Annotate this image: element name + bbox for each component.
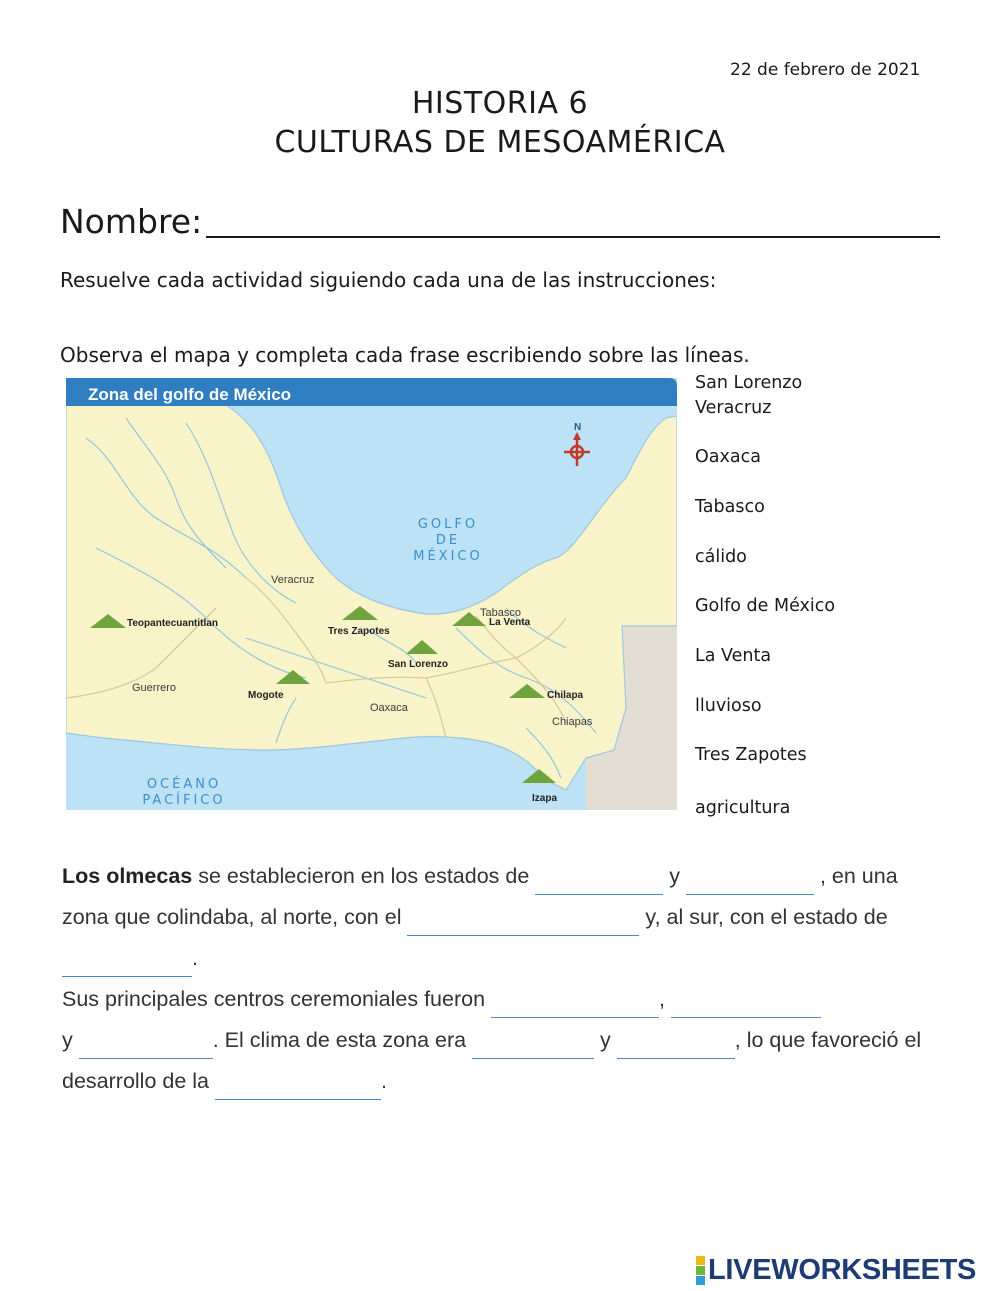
sentence-text: . xyxy=(380,1069,387,1093)
sentence-text: y xyxy=(663,864,686,888)
blank-south-state[interactable] xyxy=(62,954,192,977)
sentence-text: se establecieron en los estados de xyxy=(192,864,536,888)
site-label-tres-zapotes: Tres Zapotes xyxy=(328,626,390,637)
state-label-oaxaca: Oaxaca xyxy=(370,702,408,714)
word-bank-item[interactable]: Oaxaca xyxy=(695,447,761,467)
site-label-san-lorenzo: San Lorenzo xyxy=(388,659,449,670)
gulf-label-line3: MÉXICO xyxy=(413,549,483,564)
page-title: HISTORIA 6 xyxy=(411,86,589,121)
word-bank-item[interactable]: Golfo de México xyxy=(695,596,836,616)
state-label-chiapas: Chiapas xyxy=(552,716,593,728)
map-instructions: Observa el mapa y completa cada frase escribiendo sobre las líneas. xyxy=(60,343,750,367)
page-subtitle: CULTURAS DE MESOAMÉRICA xyxy=(274,125,726,160)
logo-text: LIVEWORKSHEETS xyxy=(708,1253,977,1286)
state-label-veracruz: Veracruz xyxy=(271,574,315,586)
date: 22 de febrero de 2021 xyxy=(730,60,921,80)
word-bank-item[interactable]: San Lorenzo xyxy=(695,373,803,393)
fill-in-paragraph xyxy=(62,856,942,1102)
site-label-chilapa: Chilapa xyxy=(547,690,584,701)
state-label-guerrero: Guerrero xyxy=(132,682,177,694)
site-label-mogote: Mogote xyxy=(248,690,284,701)
blank-center-1[interactable] xyxy=(491,995,659,1018)
general-instructions: Resuelve cada actividad siguiendo cada una de las instrucciones: xyxy=(60,268,717,292)
word-bank-item[interactable]: Tres Zapotes xyxy=(695,745,807,765)
word-bank-item[interactable]: La Venta xyxy=(695,646,772,666)
sentence-text: . El clima de esta zona era xyxy=(212,1028,473,1052)
sentence-text: , en una zona que colindaba, al norte, con el xyxy=(62,864,898,929)
sentence-text: y xyxy=(62,1028,79,1052)
state-label-tabasco: Tabasco xyxy=(480,607,521,619)
blank-center-2[interactable] xyxy=(671,995,821,1018)
sentence-text: , xyxy=(659,987,671,1011)
sentence-text: y xyxy=(594,1028,617,1052)
sentence-text: Sus principales centros ceremoniales fueron xyxy=(62,987,492,1011)
site-label-teopantecuantitlan: Teopantecuantitlan xyxy=(127,618,218,629)
blank-state-2[interactable] xyxy=(686,872,814,895)
name-field-line[interactable] xyxy=(206,236,940,238)
blank-climate-1[interactable] xyxy=(472,1036,594,1059)
word-bank-item[interactable]: Veracruz xyxy=(695,398,772,418)
olmecas-label: Los olmecas xyxy=(62,864,193,888)
sentence-text: , lo que favoreció el desarrollo de la xyxy=(62,1028,922,1093)
ocean-label-line1: OCÉANO xyxy=(146,777,222,792)
blank-climate-2[interactable] xyxy=(617,1036,735,1059)
blank-center-3[interactable] xyxy=(79,1036,213,1059)
gulf-of-mexico-map xyxy=(66,378,677,810)
blank-north-border[interactable] xyxy=(407,913,639,936)
blank-state-1[interactable] xyxy=(535,872,663,895)
name-label: Nombre: xyxy=(60,202,203,241)
compass-n-label: N xyxy=(574,422,582,433)
gulf-label-line2: DE xyxy=(435,533,461,548)
sentence-text: y, al sur, con el estado de xyxy=(639,905,888,929)
word-bank-item[interactable]: lluvioso xyxy=(695,696,762,716)
site-label-la-venta: La Venta xyxy=(489,617,531,628)
site-label-izapa: Izapa xyxy=(532,793,558,804)
ocean-label-line2: PACÍFICO xyxy=(142,793,226,808)
word-bank-item[interactable]: cálido xyxy=(695,547,747,567)
gulf-label-line1: GOLFO xyxy=(417,517,479,532)
sentence-text: . xyxy=(192,946,198,970)
word-bank-item[interactable]: Tabasco xyxy=(695,497,765,517)
logo-mark-icon xyxy=(696,1256,705,1285)
word-bank-item[interactable]: agricultura xyxy=(695,798,791,818)
liveworksheets-logo xyxy=(696,1254,976,1286)
blank-development[interactable] xyxy=(215,1077,381,1100)
map-title: Zona del golfo de México xyxy=(88,385,292,404)
